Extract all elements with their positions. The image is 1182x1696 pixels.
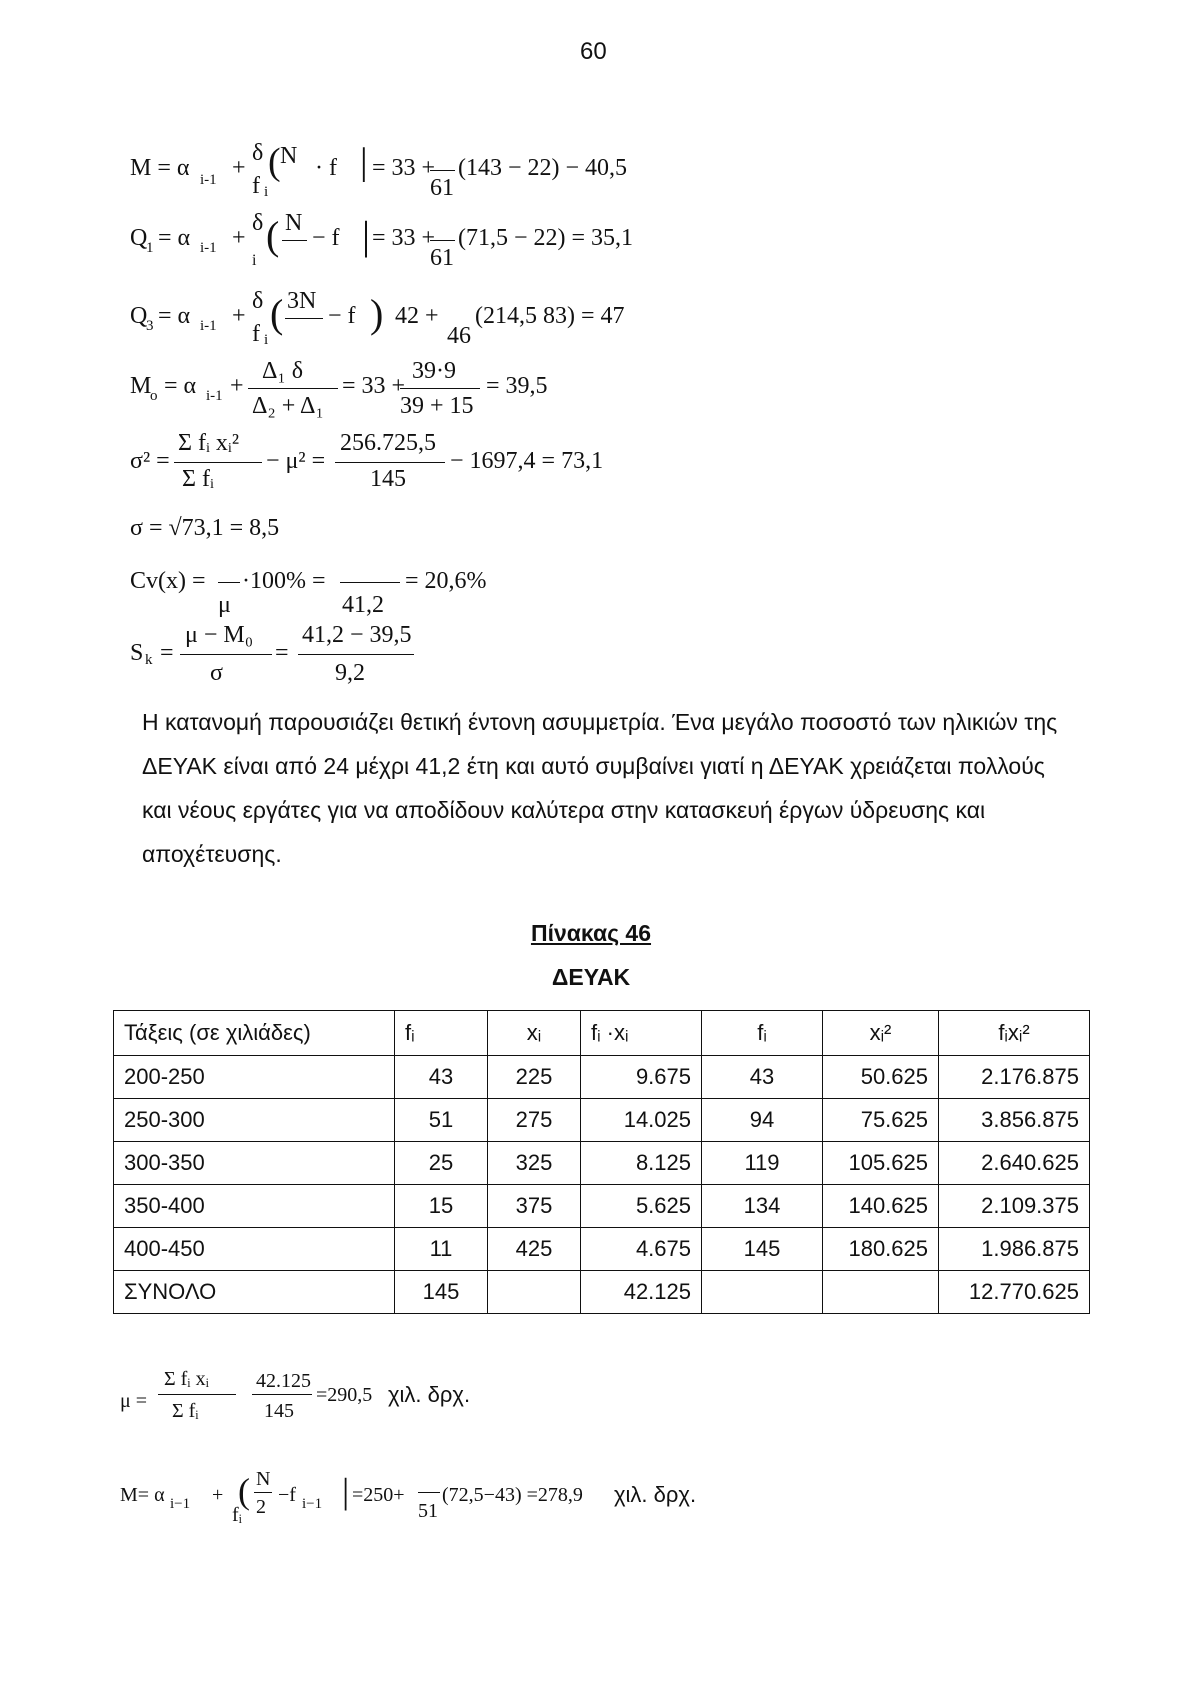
mean-formula: μ = Σ fᵢ xᵢ Σ fᵢ 42.125 145 =290,5 χιλ. δρχ. bbox=[120, 1368, 471, 1422]
table-header: fᵢ bbox=[395, 1011, 488, 1056]
interpretation-paragraph: Η κατανομή παρουσιάζει θετική έντονη ασυμμετρία. Ένα μεγάλο ποσοστό των ηλικιών της ΔΕΥΑΚ είναι από 24 μέχρι 41,2 έτη και αυτό συμβαίνει γιατί η ΔΕΥΑΚ χρειάζεται πολλούς και νέους εργάτες για να αποδίδουν καλύτερα στην κατασκευή έργων ύδρευσης και αποχέτευσης. bbox=[142, 709, 1058, 867]
table-total-row: ΣΥΝΟΛΟ 145 42.125 12.770.625 bbox=[114, 1271, 1090, 1314]
table-header: fᵢxᵢ² bbox=[939, 1011, 1090, 1056]
table-header: xᵢ² bbox=[823, 1011, 939, 1056]
table-header: fᵢ bbox=[702, 1011, 823, 1056]
page-number: 60 bbox=[580, 38, 607, 65]
variance-formula: σ² = Σ fᵢ xᵢ² Σ fᵢ − μ² = 256.725,5 145 − 1697,4 = 73,1 bbox=[130, 430, 604, 492]
frequency-table bbox=[113, 1010, 1090, 1314]
table-subtitle: ΔΕΥΑΚ bbox=[551, 964, 631, 990]
mode-formula: M o = α i-1 + Δ₁ δ Δ₂ + Δ₁ = 33 + 39·9 39 + 15 = 39,5 bbox=[130, 358, 548, 419]
table-row: 250-300 51 275 14.025 94 75.625 3.856.875 bbox=[114, 1099, 1090, 1142]
table-title: Πίνακας 46 bbox=[530, 920, 652, 946]
table-row: 400-450 11 425 4.675 145 180.625 1.986.875 bbox=[114, 1228, 1090, 1271]
table-row: 300-350 25 325 8.125 119 105.625 2.640.625 bbox=[114, 1142, 1090, 1185]
q3-formula: Q 3 = α i-1 + δ f i ( 3N − f ) 42 + 46 (214,5 83) = 47 bbox=[130, 288, 625, 349]
sigma-formula: σ = √73,1 = 8,5 bbox=[130, 515, 280, 541]
table-header: fᵢ ·xᵢ bbox=[581, 1011, 702, 1056]
median-formula-2: M= α i−1 + fᵢ ( N 2 −f i−1 | =250+ 51 (72,5−43) =278,9 χιλ. δρχ. bbox=[120, 1468, 697, 1526]
q1-formula: Q 1 = α i-1 + δ i ( N − f | = 33 + 61 (71,5 − 22) = 35,1 bbox=[130, 210, 634, 271]
table-row: 200-250 43 225 9.675 43 50.625 2.176.875 bbox=[114, 1056, 1090, 1099]
cv-formula: Cv(x) = μ ·100% = 41,2 = 20,6% bbox=[130, 568, 487, 618]
table-header: Τάξεις (σε χιλιάδες) bbox=[114, 1011, 395, 1056]
table-header: xᵢ bbox=[488, 1011, 581, 1056]
skewness-formula: S k = μ − M₀ σ = 41,2 − 39,5 9,2 bbox=[130, 622, 530, 692]
median-formula: M = α i-1 + δ f i ( N · f | = 33 + 61 (143 − 22) − 40,5 bbox=[130, 140, 628, 201]
table-header-row bbox=[114, 1011, 1090, 1056]
table-row: 350-400 15 375 5.625 134 140.625 2.109.375 bbox=[114, 1185, 1090, 1228]
